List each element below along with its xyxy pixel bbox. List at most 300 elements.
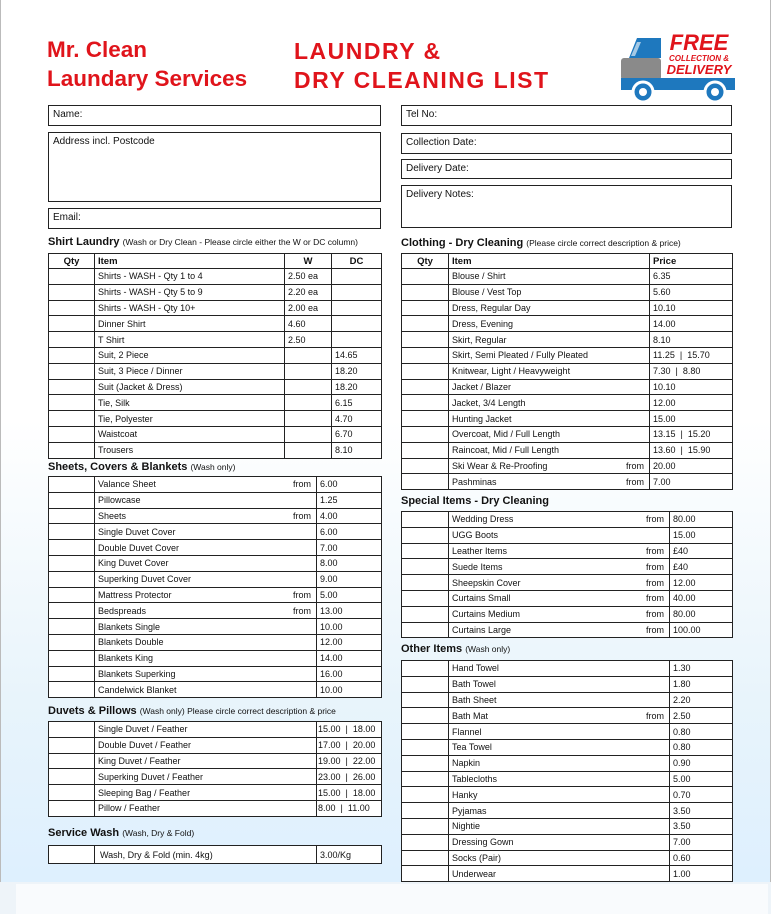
item-cell — [449, 724, 670, 740]
collection-date-field[interactable] — [401, 133, 732, 154]
qty-cell[interactable] — [49, 682, 95, 698]
item-name: Superking Duvet Cover — [98, 574, 192, 585]
item-cell: Tie, Silk — [95, 395, 285, 411]
item-cell: Tie, Polyester — [95, 411, 285, 427]
item-cell[interactable] — [449, 316, 650, 332]
table-header-row — [402, 254, 733, 269]
table-row — [49, 737, 382, 753]
qty-cell[interactable] — [49, 650, 95, 666]
qty-cell[interactable] — [49, 603, 95, 619]
email-label: Email: — [53, 212, 81, 223]
wash-price-cell[interactable] — [285, 442, 332, 458]
table-row — [402, 426, 733, 442]
price-option-2[interactable]: 20.00 — [352, 740, 376, 751]
item-cell — [95, 492, 317, 508]
item-cell — [95, 508, 317, 524]
price-cell[interactable] — [650, 411, 733, 427]
price-cell: 4.00 — [317, 508, 382, 524]
item-cell[interactable] — [449, 363, 650, 379]
price-cell[interactable] — [650, 426, 733, 442]
table-row — [402, 590, 733, 606]
qty-cell[interactable] — [402, 426, 449, 442]
table-row — [49, 540, 382, 556]
price-option-1[interactable]: 15.00 — [318, 724, 341, 735]
price-cell[interactable] — [650, 284, 733, 300]
dry-clean-price-cell[interactable]: 4.70 — [332, 411, 382, 427]
item-cell — [449, 866, 670, 882]
free-delivery-badge — [661, 32, 737, 76]
price-option-1[interactable]: 20.00 — [653, 460, 676, 471]
document-title-line1: LAUNDRY & — [294, 38, 442, 64]
service-wash-table — [48, 845, 382, 864]
item-name: Nightie — [452, 821, 481, 832]
qty-cell[interactable] — [402, 692, 449, 708]
wash-price-cell[interactable] — [285, 363, 332, 379]
wash-price-cell[interactable] — [285, 395, 332, 411]
qty-cell[interactable] — [49, 395, 95, 411]
qty-cell[interactable] — [49, 846, 95, 864]
item-cell — [449, 606, 670, 622]
qty-cell[interactable] — [402, 512, 449, 528]
item-name: Suede Items — [452, 561, 503, 572]
dry-clean-price-cell[interactable]: 8.10 — [332, 442, 382, 458]
from-label: from — [646, 593, 664, 604]
qty-cell[interactable] — [49, 571, 95, 587]
item-cell[interactable]: Sleeping Bag / Feather — [95, 785, 317, 801]
qty-cell[interactable] — [402, 803, 449, 819]
qty-cell[interactable] — [49, 426, 95, 442]
dry-clean-price-cell[interactable] — [332, 316, 382, 332]
service-wash-note: (Wash, Dry & Fold) — [122, 828, 195, 838]
delivery-notes-label: Delivery Notes: — [406, 189, 474, 200]
dry-clean-price-cell[interactable]: 14.65 — [332, 347, 382, 363]
price-option-1[interactable]: 7.00 — [653, 476, 671, 487]
dry-clean-price-cell[interactable]: 6.70 — [332, 426, 382, 442]
table-row — [402, 269, 733, 285]
clothing-heading — [401, 237, 681, 249]
qty-cell[interactable] — [402, 474, 449, 490]
price-cell[interactable] — [317, 785, 382, 801]
item-cell — [449, 590, 670, 606]
item-cell[interactable] — [449, 379, 650, 395]
dry-clean-price-cell[interactable] — [332, 332, 382, 348]
dry-clean-price-cell[interactable]: 18.20 — [332, 363, 382, 379]
from-label: from — [646, 545, 664, 556]
price-separator: | — [675, 366, 678, 377]
sheets-heading — [48, 461, 235, 473]
qty-cell[interactable] — [49, 634, 95, 650]
qty-cell[interactable] — [49, 300, 95, 316]
from-label: from — [646, 609, 664, 620]
price-cell: 7.00 — [670, 834, 733, 850]
table-row — [49, 395, 382, 411]
qty-cell[interactable] — [402, 739, 449, 755]
qty-cell[interactable] — [402, 559, 449, 575]
qty-cell[interactable] — [49, 524, 95, 540]
price-option-1[interactable]: 11.25 — [653, 350, 675, 361]
qty-cell[interactable] — [402, 708, 449, 724]
item-cell — [95, 666, 317, 682]
item-cell — [449, 708, 670, 724]
delivery-notes-field[interactable] — [401, 185, 732, 228]
qty-cell[interactable] — [402, 834, 449, 850]
price-option-2[interactable]: 18.00 — [352, 787, 376, 798]
item-cell[interactable]: Single Duvet / Feather — [95, 722, 317, 738]
price-option-2[interactable]: 15.70 — [687, 350, 710, 361]
from-label: from — [626, 476, 644, 487]
price-cell: 80.00 — [670, 606, 733, 622]
price-option-1[interactable]: 19.00 — [318, 755, 341, 766]
price-option-2[interactable]: 22.00 — [352, 755, 376, 766]
item-cell[interactable] — [449, 269, 650, 285]
item-cell — [449, 692, 670, 708]
qty-cell[interactable] — [402, 458, 449, 474]
table-row — [402, 708, 733, 724]
price-cell: 1.00 — [670, 866, 733, 882]
collection-date-label: Collection Date: — [406, 137, 477, 148]
item-cell — [95, 634, 317, 650]
price-cell: 0.70 — [670, 787, 733, 803]
price-cell[interactable] — [650, 363, 733, 379]
price-cell: 6.00 — [317, 524, 382, 540]
wash-price-cell[interactable]: 4.60 — [285, 316, 332, 332]
qty-cell[interactable] — [402, 316, 449, 332]
price-option-1[interactable]: 17.00 — [318, 740, 341, 751]
item-cell[interactable] — [449, 458, 650, 474]
qty-cell[interactable] — [402, 527, 449, 543]
item-name: Blouse / Shirt — [452, 271, 506, 282]
price-cell[interactable] — [650, 269, 733, 285]
from-label: from — [293, 589, 311, 600]
qty-cell[interactable] — [49, 316, 95, 332]
qty-cell[interactable] — [402, 787, 449, 803]
price-cell[interactable] — [650, 442, 733, 458]
price-cell: £40 — [670, 543, 733, 559]
item-cell[interactable] — [449, 300, 650, 316]
from-label: from — [646, 561, 664, 572]
sheets-table — [48, 476, 382, 698]
qty-cell[interactable] — [402, 379, 449, 395]
price-cell: 100.00 — [670, 622, 733, 638]
qty-cell[interactable] — [402, 724, 449, 740]
qty-cell[interactable] — [402, 590, 449, 606]
from-label: from — [646, 577, 664, 588]
qty-cell[interactable] — [402, 866, 449, 882]
table-row — [49, 300, 382, 316]
price-option-2[interactable]: 15.20 — [687, 429, 711, 440]
item-name: Flannel — [452, 726, 482, 737]
qty-cell[interactable] — [402, 543, 449, 559]
other-items-title: Other Items — [401, 643, 463, 655]
qty-cell[interactable] — [49, 737, 95, 753]
price-cell: 7.00 — [317, 540, 382, 556]
item-name: Wedding Dress — [452, 514, 514, 525]
price-option-1[interactable]: 8.00 — [318, 803, 336, 814]
price-option-2[interactable]: 15.90 — [687, 445, 711, 456]
qty-cell[interactable] — [402, 269, 449, 285]
item-cell — [449, 559, 670, 575]
qty-cell[interactable] — [402, 771, 449, 787]
price-option-2[interactable]: 11.00 — [347, 803, 370, 814]
item-name: Knitwear, Light / Heavyweight — [452, 366, 571, 377]
item-cell[interactable] — [449, 474, 650, 490]
item-name: Dress, Evening — [452, 318, 514, 329]
price-cell[interactable] — [650, 474, 733, 490]
item-name: Blankets King — [98, 653, 154, 664]
page-bottom-margin — [0, 882, 771, 914]
dry-clean-price-cell[interactable] — [332, 284, 382, 300]
qty-cell[interactable] — [49, 379, 95, 395]
price-cell[interactable] — [650, 379, 733, 395]
qty-cell[interactable] — [402, 575, 449, 591]
table-row — [402, 739, 733, 755]
table-row — [49, 666, 382, 682]
qty-cell[interactable] — [49, 442, 95, 458]
price-cell[interactable] — [650, 458, 733, 474]
item-name: Blouse / Vest Top — [452, 287, 522, 298]
price-separator: | — [345, 787, 348, 798]
table-row — [49, 555, 382, 571]
item-name: Valance Sheet — [98, 479, 156, 490]
qty-cell[interactable] — [49, 363, 95, 379]
item-name: Bath Sheet — [452, 694, 497, 705]
price-option-1[interactable]: 13.60 — [653, 445, 676, 456]
qty-cell[interactable] — [49, 508, 95, 524]
item-name: Tablecloths — [452, 773, 498, 784]
wash-price-cell[interactable] — [285, 379, 332, 395]
company-name — [47, 35, 247, 93]
price-cell: 12.00 — [317, 634, 382, 650]
qty-cell[interactable] — [49, 619, 95, 635]
clothing-table — [401, 253, 733, 490]
item-name: Dress, Regular Day — [452, 302, 531, 313]
qty-cell[interactable] — [402, 284, 449, 300]
badge-collection-text: COLLECTION & — [669, 54, 729, 63]
item-cell — [449, 818, 670, 834]
price-cell: 13.00 — [317, 603, 382, 619]
qty-cell[interactable] — [402, 411, 449, 427]
dry-clean-price-cell[interactable]: 18.20 — [332, 379, 382, 395]
qty-cell[interactable] — [49, 477, 95, 493]
tel-field[interactable] — [401, 105, 732, 126]
price-option-1[interactable]: 14.00 — [653, 318, 676, 329]
qty-cell[interactable] — [49, 492, 95, 508]
qty-header: Qty — [402, 254, 449, 269]
price-separator: | — [340, 803, 343, 814]
price-separator: | — [680, 445, 683, 456]
qty-cell[interactable] — [49, 411, 95, 427]
qty-cell[interactable] — [402, 818, 449, 834]
qty-cell[interactable] — [49, 666, 95, 682]
from-label: from — [646, 710, 664, 721]
qty-cell[interactable] — [402, 300, 449, 316]
table-row — [402, 395, 733, 411]
item-cell[interactable] — [449, 347, 650, 363]
from-label: from — [646, 624, 664, 635]
price-cell: 0.90 — [670, 755, 733, 771]
price-cell[interactable] — [650, 347, 733, 363]
item-name: Sheets — [98, 510, 127, 521]
price-option-1[interactable]: 15.00 — [653, 413, 676, 424]
qty-cell[interactable] — [402, 395, 449, 411]
qty-cell[interactable] — [49, 753, 95, 769]
dry-clean-price-cell[interactable] — [332, 269, 382, 285]
item-cell — [449, 575, 670, 591]
qty-cell[interactable] — [49, 769, 95, 785]
wash-price-cell[interactable]: 2.50 ea — [285, 269, 332, 285]
qty-cell[interactable] — [402, 622, 449, 638]
item-cell[interactable] — [449, 426, 650, 442]
email-field[interactable] — [48, 208, 381, 229]
name-field[interactable] — [48, 105, 381, 126]
table-row — [49, 363, 382, 379]
delivery-date-field[interactable] — [401, 159, 732, 179]
item-cell[interactable]: King Duvet / Feather — [95, 753, 317, 769]
item-cell — [95, 587, 317, 603]
qty-cell[interactable] — [402, 347, 449, 363]
price-option-1[interactable]: 12.00 — [653, 397, 676, 408]
qty-cell[interactable] — [402, 755, 449, 771]
qty-cell[interactable] — [402, 661, 449, 677]
table-row — [49, 524, 382, 540]
item-cell[interactable] — [449, 442, 650, 458]
item-cell[interactable]: Double Duvet / Feather — [95, 737, 317, 753]
price-option-1[interactable]: 8.10 — [653, 334, 671, 345]
item-name: Blankets Double — [98, 637, 164, 648]
table-row — [402, 661, 733, 677]
price-option-2[interactable]: 8.80 — [682, 366, 701, 377]
table-row — [402, 363, 733, 379]
qty-cell[interactable] — [402, 606, 449, 622]
item-cell — [449, 739, 670, 755]
item-cell[interactable]: Pillow / Feather — [95, 800, 317, 816]
item-name: Blankets Single — [98, 621, 161, 632]
table-row — [402, 575, 733, 591]
delivery-date-label: Delivery Date: — [406, 163, 469, 174]
item-name: Mattress Protector — [98, 589, 172, 600]
item-cell — [449, 622, 670, 638]
wash-price-cell[interactable]: 2.20 ea — [285, 284, 332, 300]
item-name: Sheepskin Cover — [452, 577, 521, 588]
price-cell[interactable] — [317, 722, 382, 738]
item-cell — [95, 650, 317, 666]
service-wash-item: Wash, Dry & Fold (min. 4kg) — [100, 849, 213, 860]
qty-cell[interactable] — [402, 332, 449, 348]
item-cell — [449, 676, 670, 692]
price-option-1[interactable]: 7.30 — [653, 366, 671, 377]
address-field[interactable] — [48, 132, 381, 202]
item-name: Ski Wear & Re-Proofing — [452, 460, 548, 471]
dry-clean-price-cell[interactable]: 6.15 — [332, 395, 382, 411]
item-name: Skirt, Regular — [452, 334, 507, 345]
price-cell: 0.80 — [670, 724, 733, 740]
qty-cell[interactable] — [49, 555, 95, 571]
other-items-heading — [401, 643, 510, 655]
item-cell[interactable] — [449, 411, 650, 427]
item-cell — [449, 771, 670, 787]
price-separator: | — [345, 724, 348, 735]
item-cell[interactable] — [449, 332, 650, 348]
wash-price-cell[interactable]: 2.00 ea — [285, 300, 332, 316]
price-cell[interactable] — [317, 769, 382, 785]
item-name: Bath Towel — [452, 679, 496, 690]
qty-cell[interactable] — [402, 850, 449, 866]
wash-price-cell[interactable] — [285, 411, 332, 427]
qty-cell[interactable] — [402, 442, 449, 458]
item-cell[interactable]: Superking Duvet / Feather — [95, 769, 317, 785]
price-cell: 1.80 — [670, 676, 733, 692]
qty-cell[interactable] — [49, 722, 95, 738]
table-row — [402, 606, 733, 622]
price-option-2[interactable]: 18.00 — [352, 724, 376, 735]
price-cell[interactable] — [650, 332, 733, 348]
price-option-1[interactable]: 10.10 — [653, 302, 676, 313]
qty-cell[interactable] — [402, 363, 449, 379]
price-cell[interactable] — [650, 316, 733, 332]
item-cell[interactable] — [449, 395, 650, 411]
qty-cell[interactable] — [49, 332, 95, 348]
table-row — [49, 492, 382, 508]
qty-cell[interactable] — [49, 269, 95, 285]
price-cell[interactable] — [317, 753, 382, 769]
tel-label: Tel No: — [406, 109, 438, 120]
wash-price-cell[interactable] — [285, 347, 332, 363]
price-cell[interactable] — [650, 300, 733, 316]
item-name: Bath Mat — [452, 710, 489, 721]
table-header-row — [49, 254, 382, 269]
price-option-1[interactable]: 13.15 — [653, 429, 676, 440]
table-row — [49, 426, 382, 442]
item-cell: Waistcoat — [95, 426, 285, 442]
from-label: from — [293, 479, 311, 490]
qty-cell[interactable] — [49, 284, 95, 300]
table-row — [49, 619, 382, 635]
from-label: from — [293, 605, 311, 616]
qty-cell[interactable] — [49, 347, 95, 363]
shirt-laundry-heading — [48, 236, 358, 248]
shirt-laundry-title: Shirt Laundry — [48, 236, 120, 248]
price-cell[interactable] — [650, 395, 733, 411]
qty-cell[interactable] — [49, 540, 95, 556]
table-row — [49, 753, 382, 769]
item-name: Underwear — [452, 868, 497, 879]
price-option-1[interactable]: 23.00 — [318, 771, 341, 782]
table-row — [402, 676, 733, 692]
qty-cell[interactable] — [49, 587, 95, 603]
dry-clean-price-cell[interactable] — [332, 300, 382, 316]
qty-cell[interactable] — [402, 676, 449, 692]
price-option-1[interactable]: 15.00 — [318, 787, 341, 798]
price-separator: | — [345, 755, 348, 766]
item-name: Candelwick Blanket — [98, 684, 177, 695]
table-row — [49, 508, 382, 524]
address-label: Address incl. Postcode — [53, 136, 155, 147]
wash-price-cell[interactable]: 2.50 — [285, 332, 332, 348]
qty-cell[interactable] — [49, 785, 95, 801]
price-cell[interactable] — [317, 800, 382, 816]
item-cell[interactable] — [449, 284, 650, 300]
item-cell — [95, 571, 317, 587]
price-option-1[interactable]: 6.35 — [653, 271, 671, 282]
table-row — [49, 411, 382, 427]
qty-cell[interactable] — [49, 800, 95, 816]
price-cell[interactable] — [317, 737, 382, 753]
price-option-2[interactable]: 26.00 — [352, 771, 376, 782]
wash-price-cell[interactable] — [285, 426, 332, 442]
price-option-1[interactable]: 5.60 — [653, 287, 671, 298]
item-cell — [449, 787, 670, 803]
price-option-1[interactable]: 10.10 — [653, 381, 676, 392]
